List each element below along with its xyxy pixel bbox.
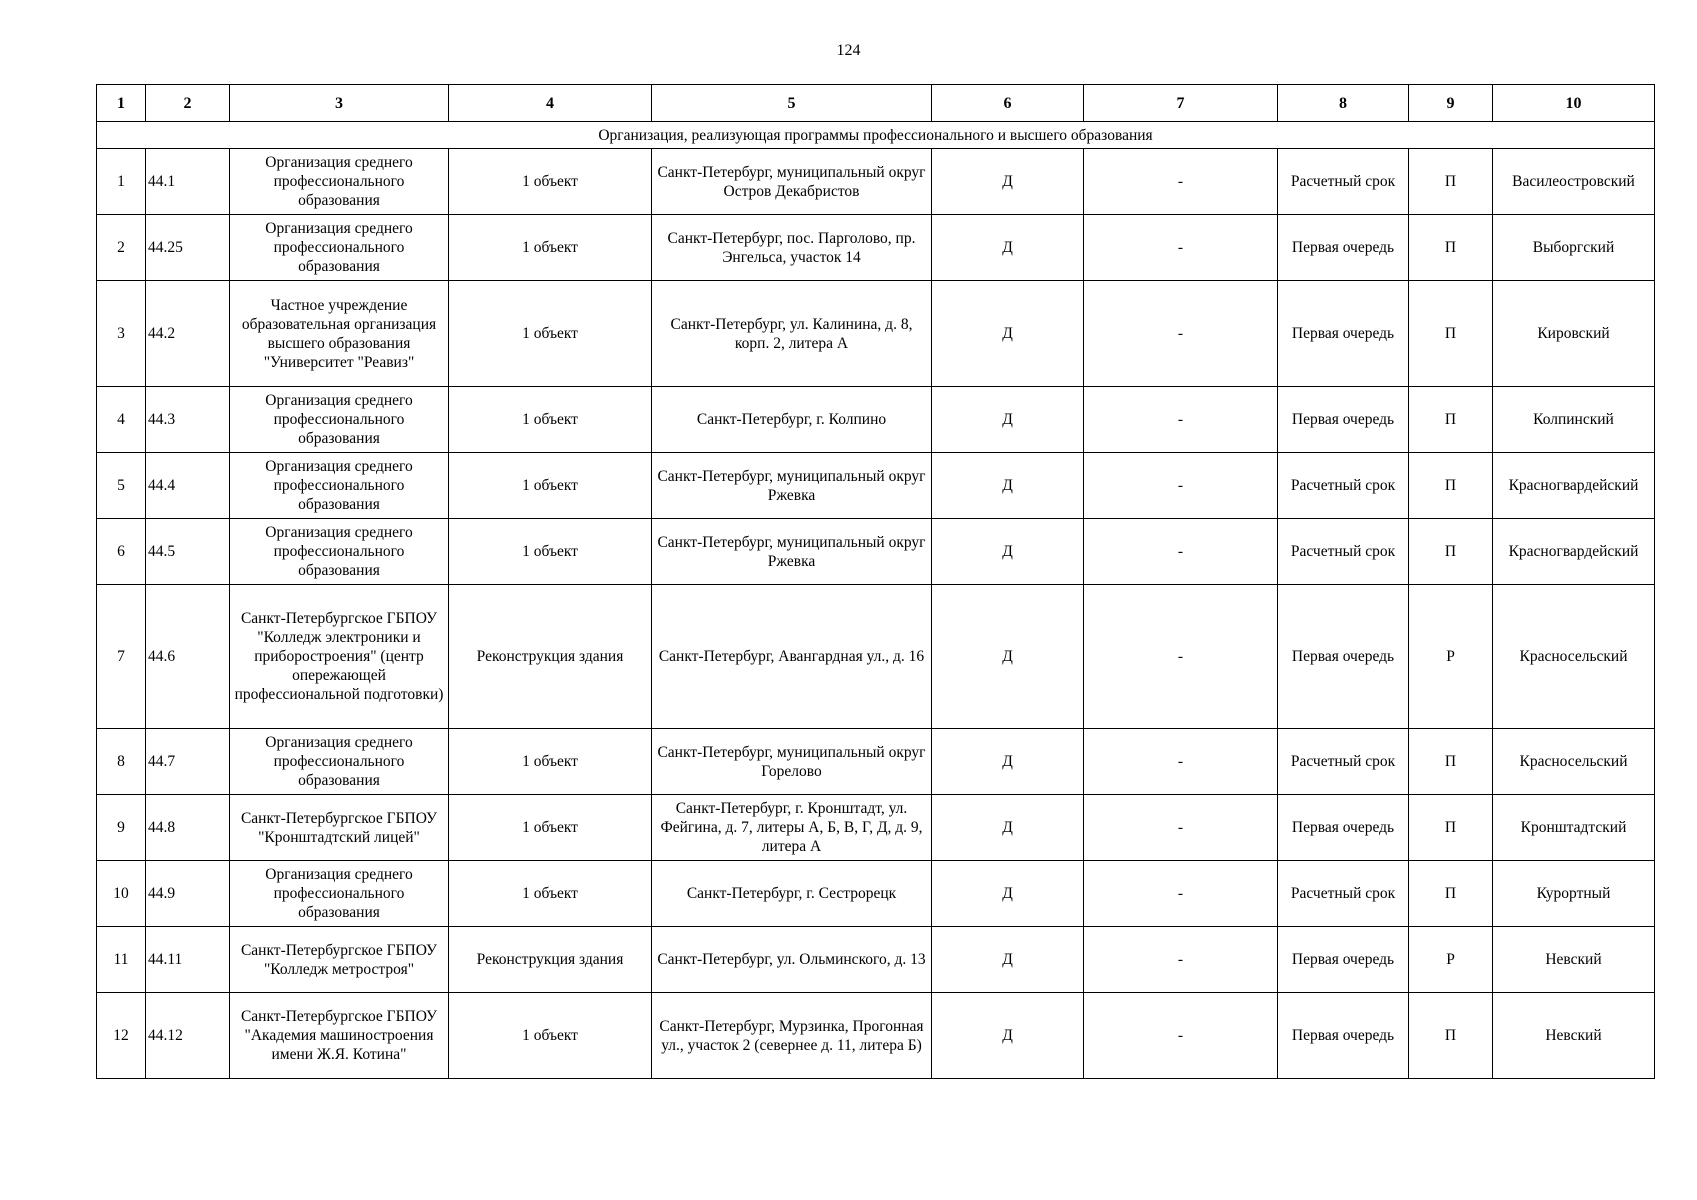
cell-term: Расчетный срок	[1278, 729, 1409, 795]
cell-col9: Р	[1409, 585, 1493, 729]
cell-district: Колпинский	[1493, 387, 1655, 453]
cell-col6: Д	[932, 519, 1084, 585]
column-header: 5	[652, 85, 932, 122]
cell-name: Санкт-Петербургское ГБПОУ "Академия машиностроения имени Ж.Я. Котина"	[230, 993, 449, 1079]
cell-address: Санкт-Петербург, ул. Калинина, д. 8, корп. 2, литера А	[652, 281, 932, 387]
cell-scope: 1 объект	[449, 993, 652, 1079]
cell-address: Санкт-Петербург, Мурзинка, Прогонная ул., участок 2 (севернее д. 11, литера Б)	[652, 993, 932, 1079]
cell-number: 12	[97, 993, 146, 1079]
table-row	[97, 861, 1655, 927]
cell-name: Организация среднего профессионального образования	[230, 729, 449, 795]
cell-address: Санкт-Петербург, муниципальный округ Остров Декабристов	[652, 149, 932, 215]
cell-code: 44.7	[146, 729, 230, 795]
cell-term: Первая очередь	[1278, 585, 1409, 729]
table-row	[97, 387, 1655, 453]
cell-code: 44.4	[146, 453, 230, 519]
cell-col9: П	[1409, 993, 1493, 1079]
cell-district: Красногвардейский	[1493, 453, 1655, 519]
column-header: 2	[146, 85, 230, 122]
cell-term: Первая очередь	[1278, 281, 1409, 387]
cell-name: Организация среднего профессионального образования	[230, 149, 449, 215]
cell-scope: 1 объект	[449, 215, 652, 281]
cell-name: Частное учреждение образовательная организация высшего образования "Университет "Реавиз"	[230, 281, 449, 387]
cell-col7: -	[1084, 729, 1278, 795]
cell-col7: -	[1084, 927, 1278, 993]
cell-term: Первая очередь	[1278, 795, 1409, 861]
cell-term: Первая очередь	[1278, 215, 1409, 281]
cell-address: Санкт-Петербург, пос. Парголово, пр. Энгельса, участок 14	[652, 215, 932, 281]
cell-district: Курортный	[1493, 861, 1655, 927]
column-header: 3	[230, 85, 449, 122]
cell-scope: 1 объект	[449, 453, 652, 519]
cell-scope: 1 объект	[449, 519, 652, 585]
cell-col9: П	[1409, 795, 1493, 861]
cell-col6: Д	[932, 149, 1084, 215]
cell-name: Организация среднего профессионального образования	[230, 861, 449, 927]
cell-term: Расчетный срок	[1278, 453, 1409, 519]
cell-number: 2	[97, 215, 146, 281]
table-row	[97, 215, 1655, 281]
cell-col6: Д	[932, 927, 1084, 993]
table-row	[97, 993, 1655, 1079]
cell-col9: П	[1409, 729, 1493, 795]
cell-district: Выборгский	[1493, 215, 1655, 281]
cell-address: Санкт-Петербург, г. Колпино	[652, 387, 932, 453]
cell-term: Первая очередь	[1278, 387, 1409, 453]
cell-col7: -	[1084, 993, 1278, 1079]
section-title: Организация, реализующая программы профессионального и высшего образования	[97, 122, 1655, 149]
cell-district: Красносельский	[1493, 729, 1655, 795]
cell-col7: -	[1084, 215, 1278, 281]
cell-scope: 1 объект	[449, 149, 652, 215]
column-header: 1	[97, 85, 146, 122]
cell-term: Первая очередь	[1278, 993, 1409, 1079]
cell-number: 3	[97, 281, 146, 387]
cell-term: Расчетный срок	[1278, 861, 1409, 927]
column-header: 8	[1278, 85, 1409, 122]
cell-col7: -	[1084, 585, 1278, 729]
cell-district: Красногвардейский	[1493, 519, 1655, 585]
cell-code: 44.5	[146, 519, 230, 585]
column-header: 9	[1409, 85, 1493, 122]
column-header: 7	[1084, 85, 1278, 122]
cell-district: Василеостровский	[1493, 149, 1655, 215]
table-row	[97, 585, 1655, 729]
cell-address: Санкт-Петербург, муниципальный округ Горелово	[652, 729, 932, 795]
cell-col9: П	[1409, 453, 1493, 519]
column-header: 4	[449, 85, 652, 122]
cell-col7: -	[1084, 795, 1278, 861]
table-row	[97, 729, 1655, 795]
cell-address: Санкт-Петербург, муниципальный округ Ржевка	[652, 453, 932, 519]
cell-scope: Реконструкция здания	[449, 927, 652, 993]
cell-col9: П	[1409, 861, 1493, 927]
cell-district: Невский	[1493, 993, 1655, 1079]
cell-term: Расчетный срок	[1278, 519, 1409, 585]
cell-col6: Д	[932, 795, 1084, 861]
cell-col6: Д	[932, 215, 1084, 281]
cell-scope: 1 объект	[449, 729, 652, 795]
cell-code: 44.2	[146, 281, 230, 387]
cell-code: 44.9	[146, 861, 230, 927]
table-row	[97, 795, 1655, 861]
cell-scope: 1 объект	[449, 387, 652, 453]
cell-name: Организация среднего профессионального образования	[230, 453, 449, 519]
cell-col6: Д	[932, 281, 1084, 387]
table-row	[97, 519, 1655, 585]
cell-col7: -	[1084, 387, 1278, 453]
cell-code: 44.8	[146, 795, 230, 861]
cell-col9: П	[1409, 519, 1493, 585]
cell-address: Санкт-Петербург, ул. Ольминского, д. 13	[652, 927, 932, 993]
cell-code: 44.12	[146, 993, 230, 1079]
cell-number: 6	[97, 519, 146, 585]
page-number: 124	[836, 42, 861, 59]
cell-term: Первая очередь	[1278, 927, 1409, 993]
cell-name: Организация среднего профессионального образования	[230, 215, 449, 281]
cell-col9: П	[1409, 281, 1493, 387]
cell-district: Красносельский	[1493, 585, 1655, 729]
table-row	[97, 149, 1655, 215]
cell-code: 44.25	[146, 215, 230, 281]
cell-code: 44.6	[146, 585, 230, 729]
cell-number: 7	[97, 585, 146, 729]
cell-district: Невский	[1493, 927, 1655, 993]
cell-name: Организация среднего профессионального образования	[230, 387, 449, 453]
cell-scope: 1 объект	[449, 281, 652, 387]
cell-name: Организация среднего профессионального образования	[230, 519, 449, 585]
cell-col6: Д	[932, 861, 1084, 927]
column-header: 10	[1493, 85, 1655, 122]
table-row	[97, 281, 1655, 387]
cell-code: 44.1	[146, 149, 230, 215]
cell-term: Расчетный срок	[1278, 149, 1409, 215]
cell-number: 5	[97, 453, 146, 519]
objects-table	[96, 84, 1655, 1079]
cell-col7: -	[1084, 519, 1278, 585]
cell-code: 44.3	[146, 387, 230, 453]
cell-name: Санкт-Петербургское ГБПОУ "Колледж электроники и приборостроения" (центр опережающей профессиональной подготовки)	[230, 585, 449, 729]
cell-number: 9	[97, 795, 146, 861]
cell-address: Санкт-Петербург, Авангардная ул., д. 16	[652, 585, 932, 729]
cell-scope: 1 объект	[449, 795, 652, 861]
section-row	[97, 122, 1655, 149]
cell-col7: -	[1084, 861, 1278, 927]
header-row	[97, 85, 1655, 122]
cell-number: 4	[97, 387, 146, 453]
cell-col6: Д	[932, 729, 1084, 795]
cell-col9: П	[1409, 387, 1493, 453]
cell-address: Санкт-Петербург, г. Сестрорецк	[652, 861, 932, 927]
cell-col6: Д	[932, 387, 1084, 453]
cell-number: 1	[97, 149, 146, 215]
cell-col9: П	[1409, 215, 1493, 281]
cell-col6: Д	[932, 993, 1084, 1079]
cell-address: Санкт-Петербург, г. Кронштадт, ул. Фейгина, д. 7, литеры А, Б, В, Г, Д, д. 9, литера А	[652, 795, 932, 861]
cell-code: 44.11	[146, 927, 230, 993]
cell-col6: Д	[932, 585, 1084, 729]
cell-name: Санкт-Петербургское ГБПОУ "Колледж метростроя"	[230, 927, 449, 993]
cell-col7: -	[1084, 149, 1278, 215]
cell-scope: Реконструкция здания	[449, 585, 652, 729]
cell-col9: П	[1409, 149, 1493, 215]
cell-number: 11	[97, 927, 146, 993]
cell-number: 10	[97, 861, 146, 927]
table-row	[97, 927, 1655, 993]
cell-district: Кировский	[1493, 281, 1655, 387]
cell-address: Санкт-Петербург, муниципальный округ Ржевка	[652, 519, 932, 585]
cell-district: Кронштадтский	[1493, 795, 1655, 861]
cell-col7: -	[1084, 281, 1278, 387]
cell-name: Санкт-Петербургское ГБПОУ "Кронштадтский лицей"	[230, 795, 449, 861]
cell-col6: Д	[932, 453, 1084, 519]
cell-scope: 1 объект	[449, 861, 652, 927]
cell-col9: Р	[1409, 927, 1493, 993]
column-header: 6	[932, 85, 1084, 122]
cell-col7: -	[1084, 453, 1278, 519]
cell-number: 8	[97, 729, 146, 795]
table-row	[97, 453, 1655, 519]
